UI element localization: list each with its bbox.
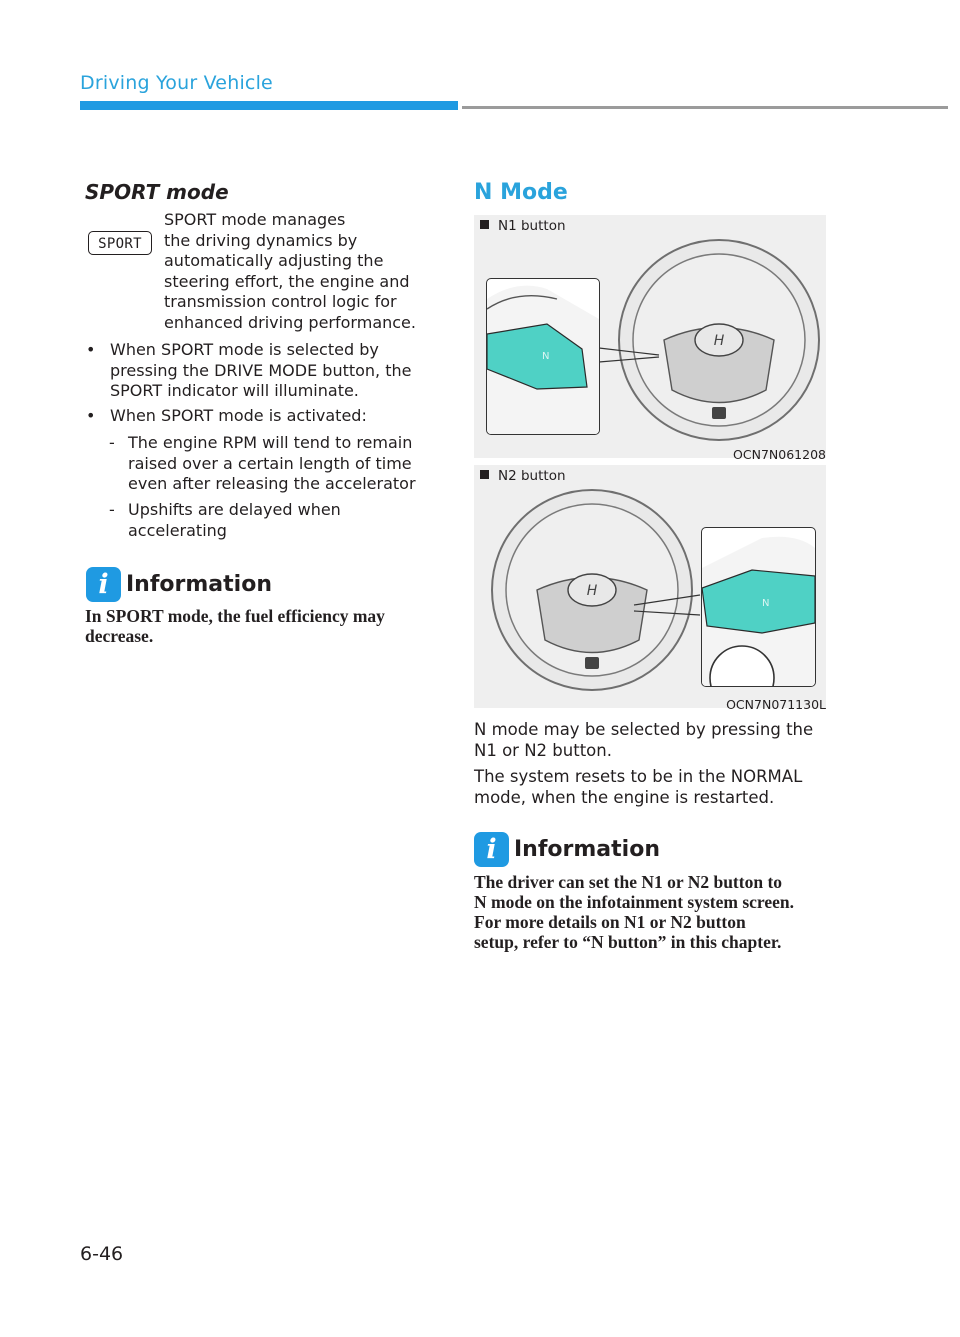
svg-text:N: N xyxy=(542,351,550,362)
figure-n2-button xyxy=(474,465,826,708)
n2-button-illustration xyxy=(702,528,815,686)
section-title: Driving Your Vehicle xyxy=(80,72,273,94)
header-rule xyxy=(462,106,948,109)
page-number: 6-46 xyxy=(80,1243,124,1265)
info-title: Information xyxy=(126,572,272,597)
n1-button-illustration xyxy=(487,279,599,434)
n-mode-paragraph: N mode may be selected by pressing the N1 or N2 button. xyxy=(474,720,814,760)
info-title: Information xyxy=(514,837,660,862)
sport-mode-heading: SPORT mode xyxy=(85,180,229,204)
figure-label: N1 button xyxy=(480,218,566,234)
svg-text:H: H xyxy=(713,333,725,349)
header-rule-accent xyxy=(80,101,458,110)
sport-mode-description: SPORT mode manages the driving dynamics by automatically adjusting the steering effort, the engine and transmission control logic for enhanced driving performance. xyxy=(164,210,416,332)
n-mode-heading: N Mode xyxy=(474,180,568,205)
n1-button-closeup xyxy=(486,278,600,435)
info-text: The driver can set the N1 or N2 button to N mode on the infotainment system screen. For more details on N1 or N2 button setup, refer to “N button” in this chapter. xyxy=(474,872,794,952)
sport-indicator-badge: SPORT xyxy=(88,231,152,255)
info-icon: i xyxy=(86,567,121,602)
figure-code: OCN7N071130L xyxy=(726,697,826,712)
figure-n1-button xyxy=(474,215,826,458)
figure-label: N2 button xyxy=(480,468,566,484)
info-text: In SPORT mode, the fuel efficiency may decrease. xyxy=(85,606,385,646)
svg-text:H: H xyxy=(586,583,598,599)
n2-button-closeup xyxy=(701,527,816,687)
figure-code: OCN7N061208 xyxy=(733,447,826,462)
info-icon: i xyxy=(474,832,509,867)
n-mode-paragraph: The system resets to be in the NORMAL mode, when the engine is restarted. xyxy=(474,767,803,807)
svg-text:N: N xyxy=(762,598,770,609)
